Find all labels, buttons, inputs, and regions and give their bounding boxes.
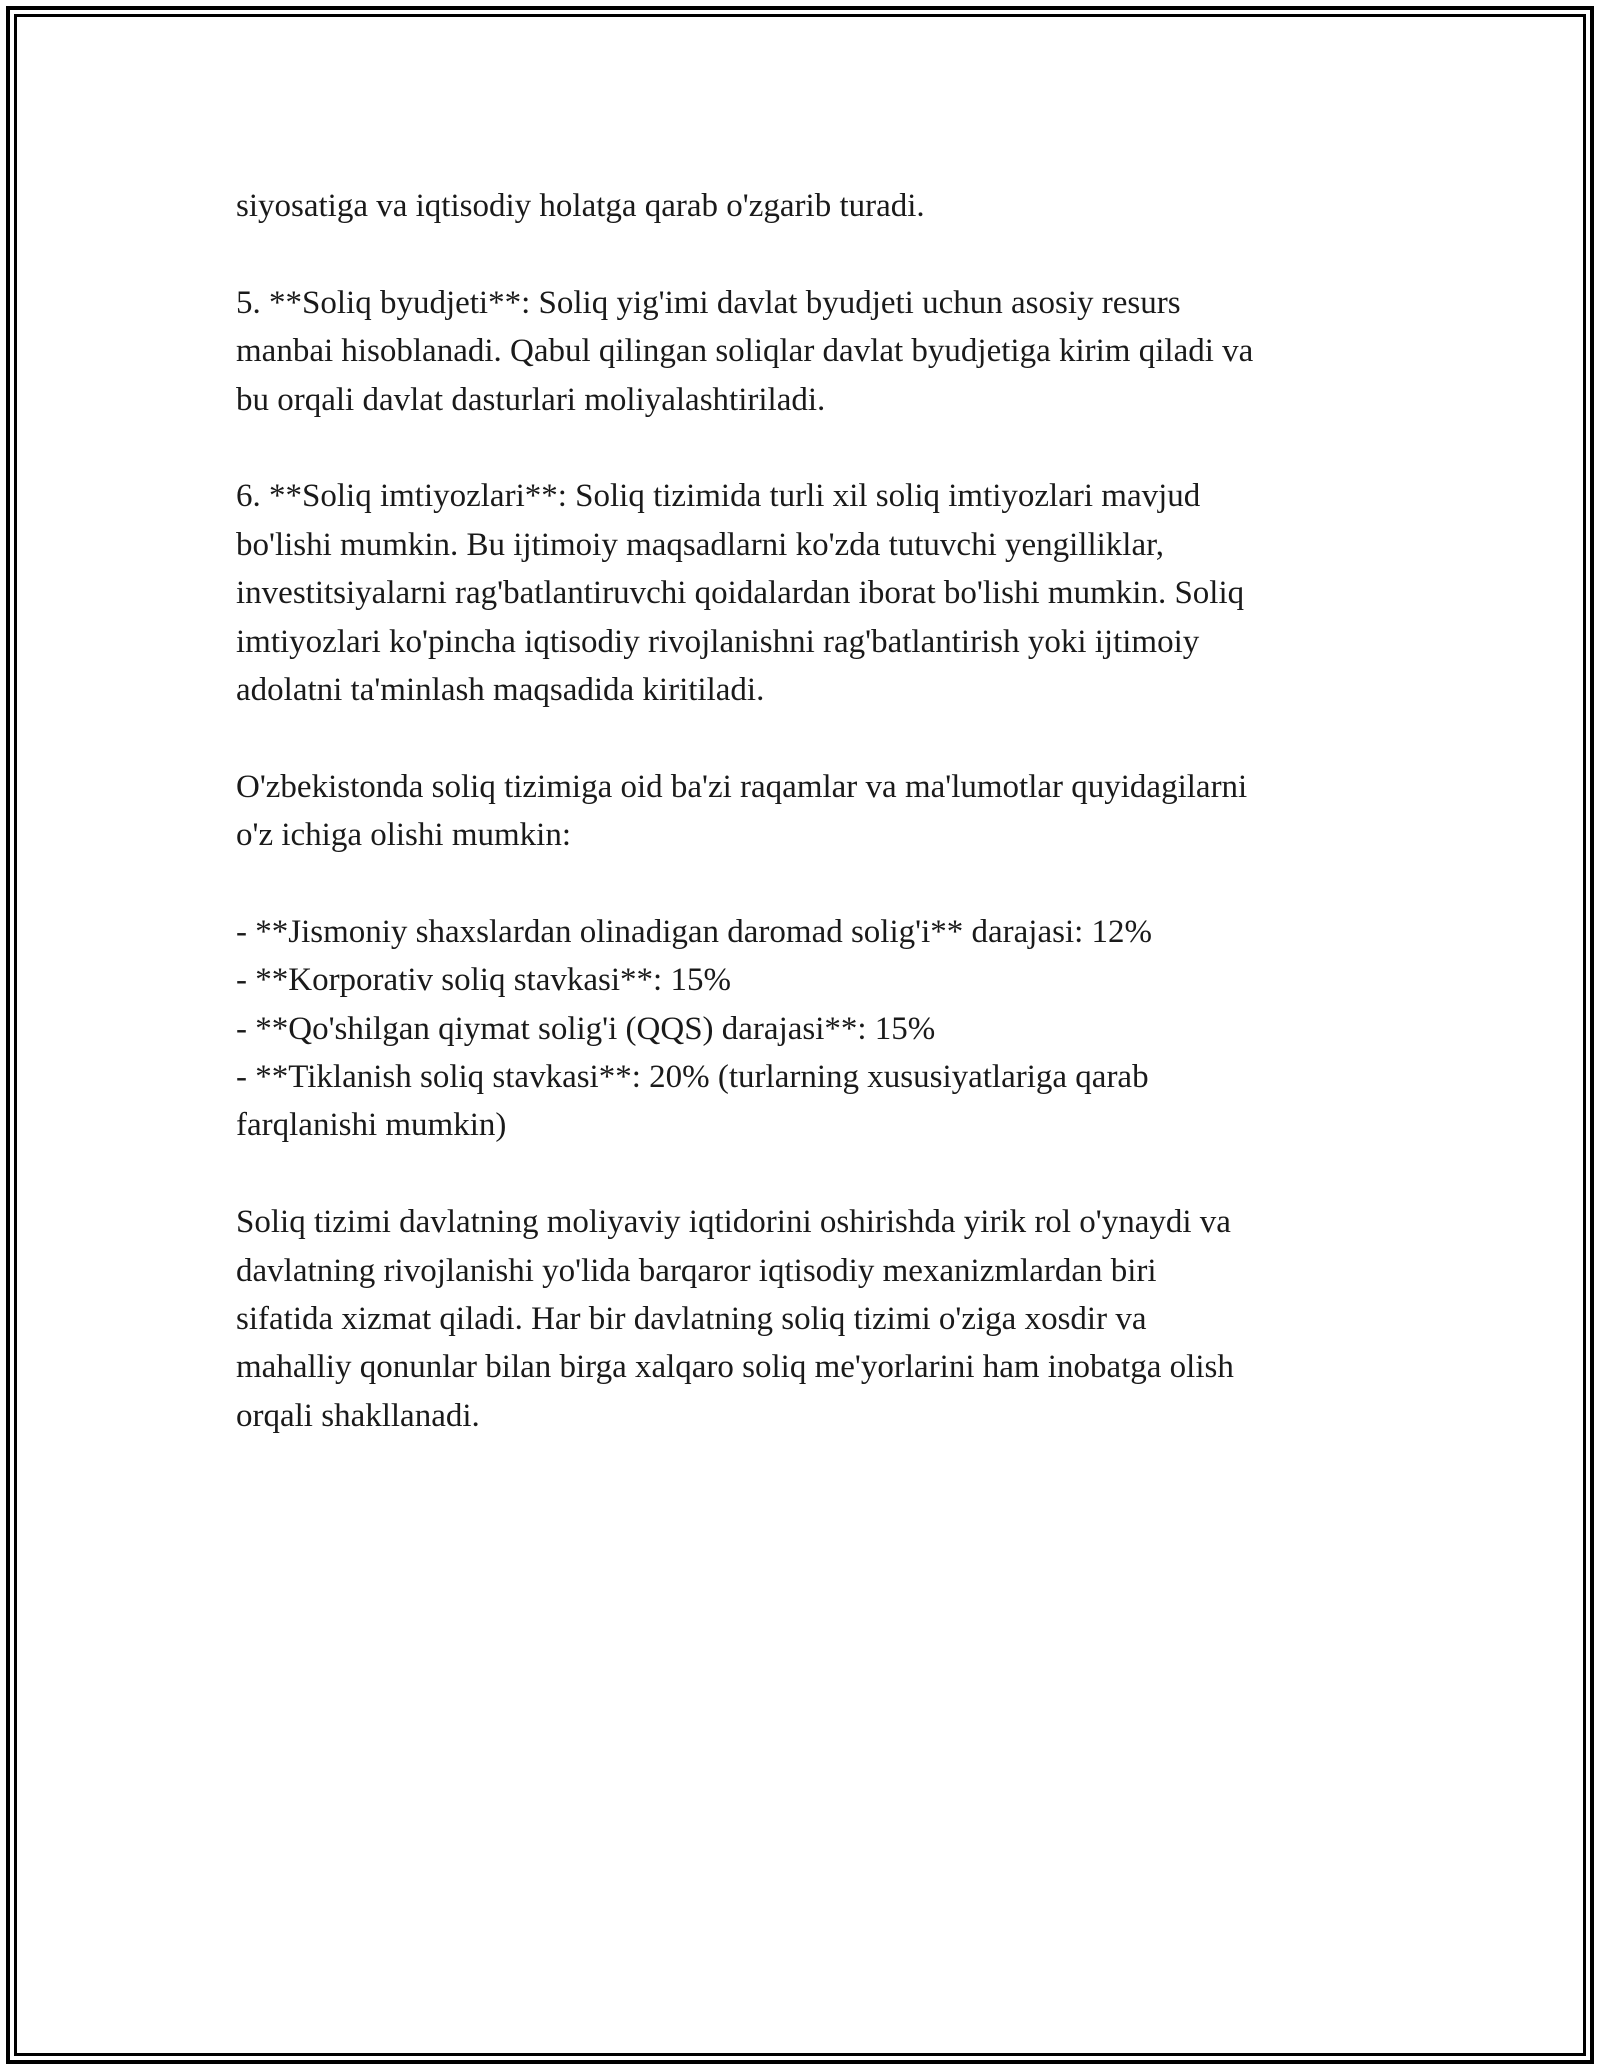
text-line: bo'lishi mumkin. Bu ijtimoiy maqsadlarni ko'zda tutuvchi yengilliklar, [236,526,1165,563]
text-line: o'z ichiga olishi mumkin: [236,817,571,854]
text-line: adolatni ta'minlash maqsadida kiritiladi. [236,671,765,708]
text-line: investitsiyalarni rag'batlantiruvchi qoidalardan iborat bo'lishi mumkin. Soliq [236,575,1245,612]
paragraph-gap [236,714,1396,762]
text-line: siyosatiga va iqtisodiy holatga qarab o'zgarib turadi. [236,188,925,224]
text-line: 6. **Soliq imtiyozlari**: Soliq tizimida turli xil soliq imtiyozlari mavjud [236,478,1201,515]
text-line: sifatida xizmat qiladi. Har bir davlatning soliq tizimi o'ziga xosdir va [236,1300,1147,1337]
list-item: - **Tiklanish soliq stavkasi**: 20% (turlarning xususiyatlariga qarab [236,1059,1149,1096]
text-line: 5. **Soliq byudjeti**: Soliq yig'imi davlat byudjeti uchun asosiy resurs [236,284,1181,321]
text-line: imtiyozlari ko'pincha iqtisodiy rivojlanishni rag'batlantirish yoki ijtimoiy [236,623,1200,660]
text-line: mahalliy qonunlar bilan birga xalqaro soliq me'yorlarini ham inobatga olish [236,1349,1234,1386]
paragraph-gap [236,1150,1396,1198]
text-line: Soliq tizimi davlatning moliyaviy iqtidorini oshirishda yirik rol o'ynaydi va [236,1204,1231,1241]
list-item: - **Korporativ soliq stavkasi**: 15% [236,962,731,999]
text-line: farqlanishi mumkin) [236,1107,507,1144]
document-body [236,182,1396,1440]
paragraph-gap [236,859,1396,907]
text-line: orqali shakllanadi. [236,1397,480,1434]
list-item: - **Jismoniy shaxslardan olinadigan daromad solig'i** darajasi: 12% [236,913,1153,950]
text-line: O'zbekistonda soliq tizimiga oid ba'zi raqamlar va ma'lumotlar quyidagilarni [236,768,1248,805]
list-item: - **Qo'shilgan qiymat solig'i (QQS) darajasi**: 15% [236,1010,936,1047]
paragraph-gap [236,424,1396,472]
text-line: bu orqali davlat dasturlari moliyalashtiriladi. [236,381,826,418]
paragraph-gap [236,230,1396,278]
text-line: manbai hisoblanadi. Qabul qilingan soliqlar davlat byudjetiga kirim qiladi va [236,333,1254,370]
text-line: davlatning rivojlanishi yo'lida barqaror iqtisodiy mexanizmlardan biri [236,1252,1157,1289]
